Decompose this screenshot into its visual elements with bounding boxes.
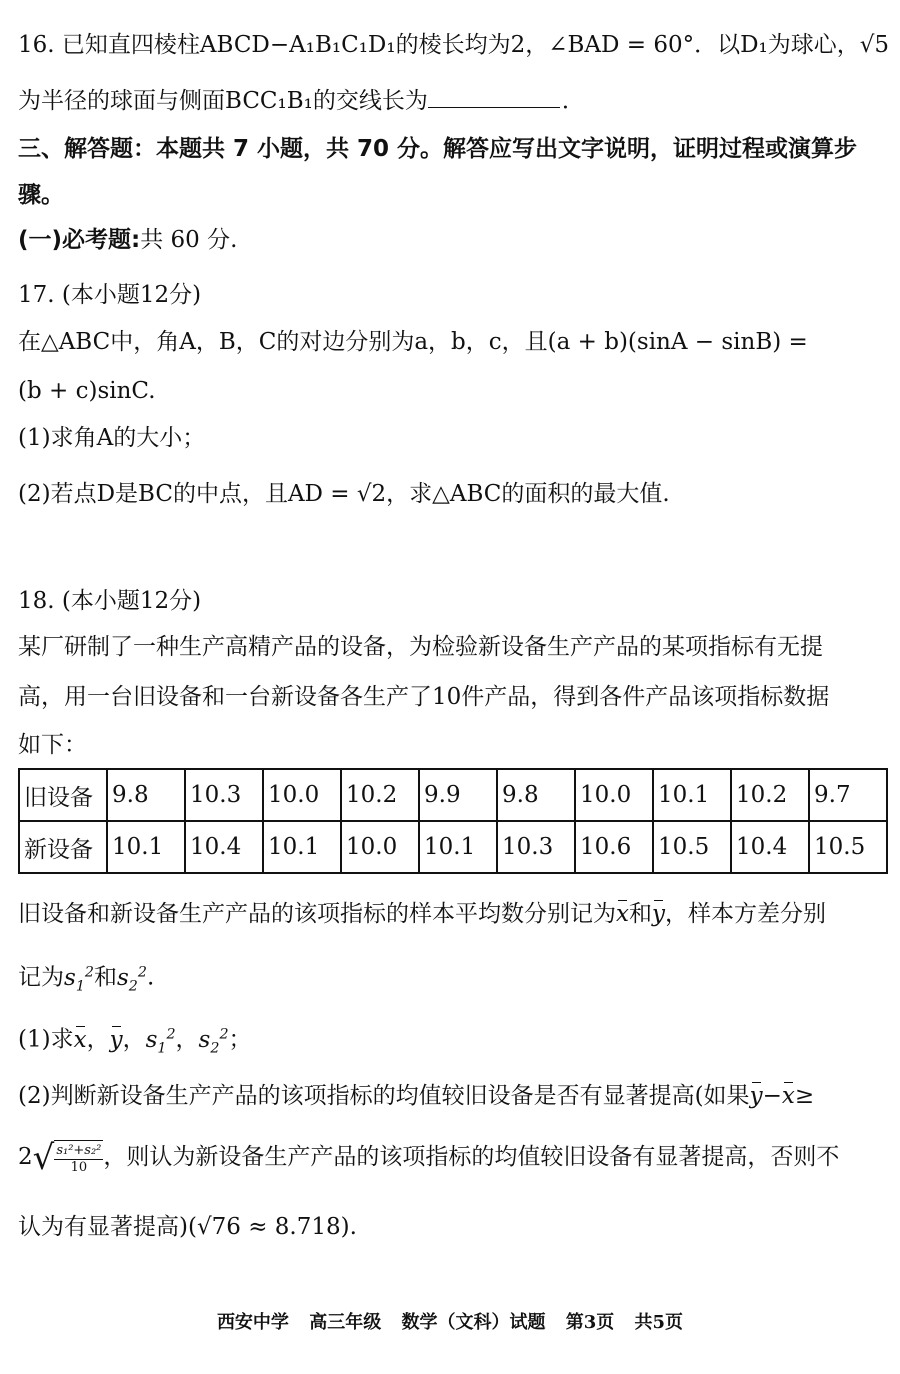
y-bar: y — [110, 1023, 123, 1057]
s-symbol: s — [64, 964, 76, 991]
comma: ， — [122, 1026, 146, 1053]
q17-line2: (b + c)sinC. — [18, 378, 156, 404]
table-cell: 10.3 — [185, 769, 263, 821]
q18-title: 18. (本小题12分) — [18, 588, 202, 614]
table-cell: 10.3 — [497, 821, 575, 873]
y-bar: y — [750, 1079, 763, 1113]
data-table — [18, 768, 888, 874]
table-cell: 10.4 — [185, 821, 263, 873]
row-label: 新设备 — [19, 821, 107, 873]
q17-title: 17. (本小题12分) — [18, 282, 202, 308]
ge-sign: ≥ — [794, 1083, 815, 1109]
s-symbol: s — [145, 1026, 158, 1053]
coefficient-two: 2 — [18, 1144, 33, 1170]
section-required — [18, 223, 886, 257]
table-cell: 9.9 — [419, 769, 497, 821]
variance-fraction — [54, 1140, 103, 1176]
required-label: (一)必考题: — [18, 227, 141, 253]
q16-line2-text: 为半径的球面与侧面BCC₁B₁的交线长为 — [18, 88, 428, 114]
x-bar: x — [782, 1079, 795, 1113]
q18-after1 — [18, 897, 886, 931]
x-bar: x — [616, 897, 629, 931]
s2-squared — [198, 1026, 229, 1057]
q18-after1-text: 旧设备和新设备生产产品的该项指标的样本平均数分别记为 — [18, 901, 616, 927]
subscript-1: 1 — [75, 978, 85, 995]
table-cell: 10.1 — [263, 821, 341, 873]
q16-line2 — [18, 84, 886, 118]
y-bar: y — [652, 897, 665, 931]
section3-heading: 三、解答题：本题共 7 小题，共 70 分。解答应写出文字说明，证明过程或演算步 — [18, 136, 858, 162]
row-label: 旧设备 — [19, 769, 107, 821]
and-word: 和 — [93, 964, 117, 991]
superscript-2: 2 — [219, 1026, 229, 1042]
q18-part1-text: (1)求 — [18, 1026, 74, 1053]
minus-sign: − — [762, 1083, 782, 1109]
subscript-2: 2 — [210, 1040, 220, 1057]
fraction-numerator: s₁²+s₂² — [56, 1143, 102, 1158]
superscript-2: 2 — [166, 1026, 176, 1042]
q17-part1: (1)求角A的大小； — [18, 425, 206, 451]
q18-part2-line1 — [18, 1079, 886, 1113]
q17-part2: (2)若点D是BC的中点，且AD = √2，求△ABC的面积的最大值. — [18, 481, 670, 507]
q16-line2-end: ． — [561, 88, 585, 114]
answer-blank[interactable] — [428, 87, 560, 108]
table-row-old — [19, 769, 887, 821]
s2-squared — [116, 964, 147, 995]
s1-squared — [145, 1026, 176, 1057]
q17-line1: 在△ABC中，角A，B，C的对边分别为a，b，c，且(a + b)(sinA − sinB) = — [18, 329, 808, 355]
subscript-1: 1 — [157, 1040, 167, 1057]
q18-after1-end: ，样本方差分别 — [664, 901, 826, 927]
required-points: 共 60 分. — [140, 227, 238, 253]
table-cell: 9.8 — [497, 769, 575, 821]
table-cell: 9.7 — [809, 769, 887, 821]
table-cell: 10.2 — [341, 769, 419, 821]
q18-intro1: 某厂研制了一种生产高精产品的设备，为检验新设备生产产品的某项指标有无提 — [18, 634, 823, 660]
page-footer: 西安中学 高三年级 数学（文科）试题 第3页 共5页 — [216, 1312, 684, 1333]
table-cell: 10.6 — [575, 821, 653, 873]
table-cell: 9.8 — [107, 769, 185, 821]
superscript-2: 2 — [84, 964, 94, 980]
comma: ， — [86, 1026, 110, 1053]
q18-part2-text2: ，则认为新设备生产产品的该项指标的均值较旧设备有显著提高，否则不 — [103, 1144, 840, 1170]
comma: ， — [175, 1026, 199, 1053]
table-cell: 10.0 — [263, 769, 341, 821]
q18-part2-line2 — [18, 1140, 886, 1196]
table-cell: 10.4 — [731, 821, 809, 873]
sqrt-76: √76 — [196, 1214, 241, 1240]
and-word: 和 — [628, 901, 652, 927]
table-cell: 10.5 — [809, 821, 887, 873]
q18-after2-text: 记为 — [18, 964, 64, 991]
q18-part2-text: (2)判断新设备生产产品的该项指标的均值较旧设备是否有显著提高(如果 — [18, 1083, 750, 1109]
table-cell: 10.2 — [731, 769, 809, 821]
period: . — [146, 964, 155, 991]
q18-after2 — [18, 955, 886, 1003]
table-cell: 10.0 — [341, 821, 419, 873]
q18-part2-text3: 认为有显著提高)( — [18, 1214, 197, 1240]
table-cell: 10.5 — [653, 821, 731, 873]
approx-value: ≈ 8.718). — [240, 1214, 357, 1240]
q18-part1 — [18, 1017, 886, 1065]
subscript-2: 2 — [128, 978, 138, 995]
q18-part2-line3 — [18, 1210, 886, 1244]
q16-line1: 16. 已知直四棱柱ABCD−A₁B₁C₁D₁的棱长均为2，∠BAD = 60°．以D₁为球心，√5 — [18, 32, 890, 58]
table-cell: 10.1 — [419, 821, 497, 873]
semicolon: ； — [228, 1026, 252, 1053]
x-bar: x — [74, 1023, 87, 1057]
section3-heading-cont: 骤。 — [18, 182, 64, 208]
table-cell: 10.1 — [107, 821, 185, 873]
superscript-2: 2 — [137, 964, 147, 980]
sqrt-expression — [33, 1140, 104, 1176]
q18-intro3: 如下： — [18, 732, 87, 758]
fraction-denominator: 10 — [70, 1160, 88, 1175]
table-cell: 10.0 — [575, 769, 653, 821]
q18-intro2: 高，用一台旧设备和一台新设备各生产了10件产品，得到各件产品该项指标数据 — [18, 684, 830, 710]
radical-sign: √ — [32, 1138, 55, 1178]
s-symbol: s — [198, 1026, 211, 1053]
table-cell: 10.1 — [653, 769, 731, 821]
s-symbol: s — [116, 964, 129, 991]
s1-squared — [64, 964, 94, 995]
table-row-new — [19, 821, 887, 873]
